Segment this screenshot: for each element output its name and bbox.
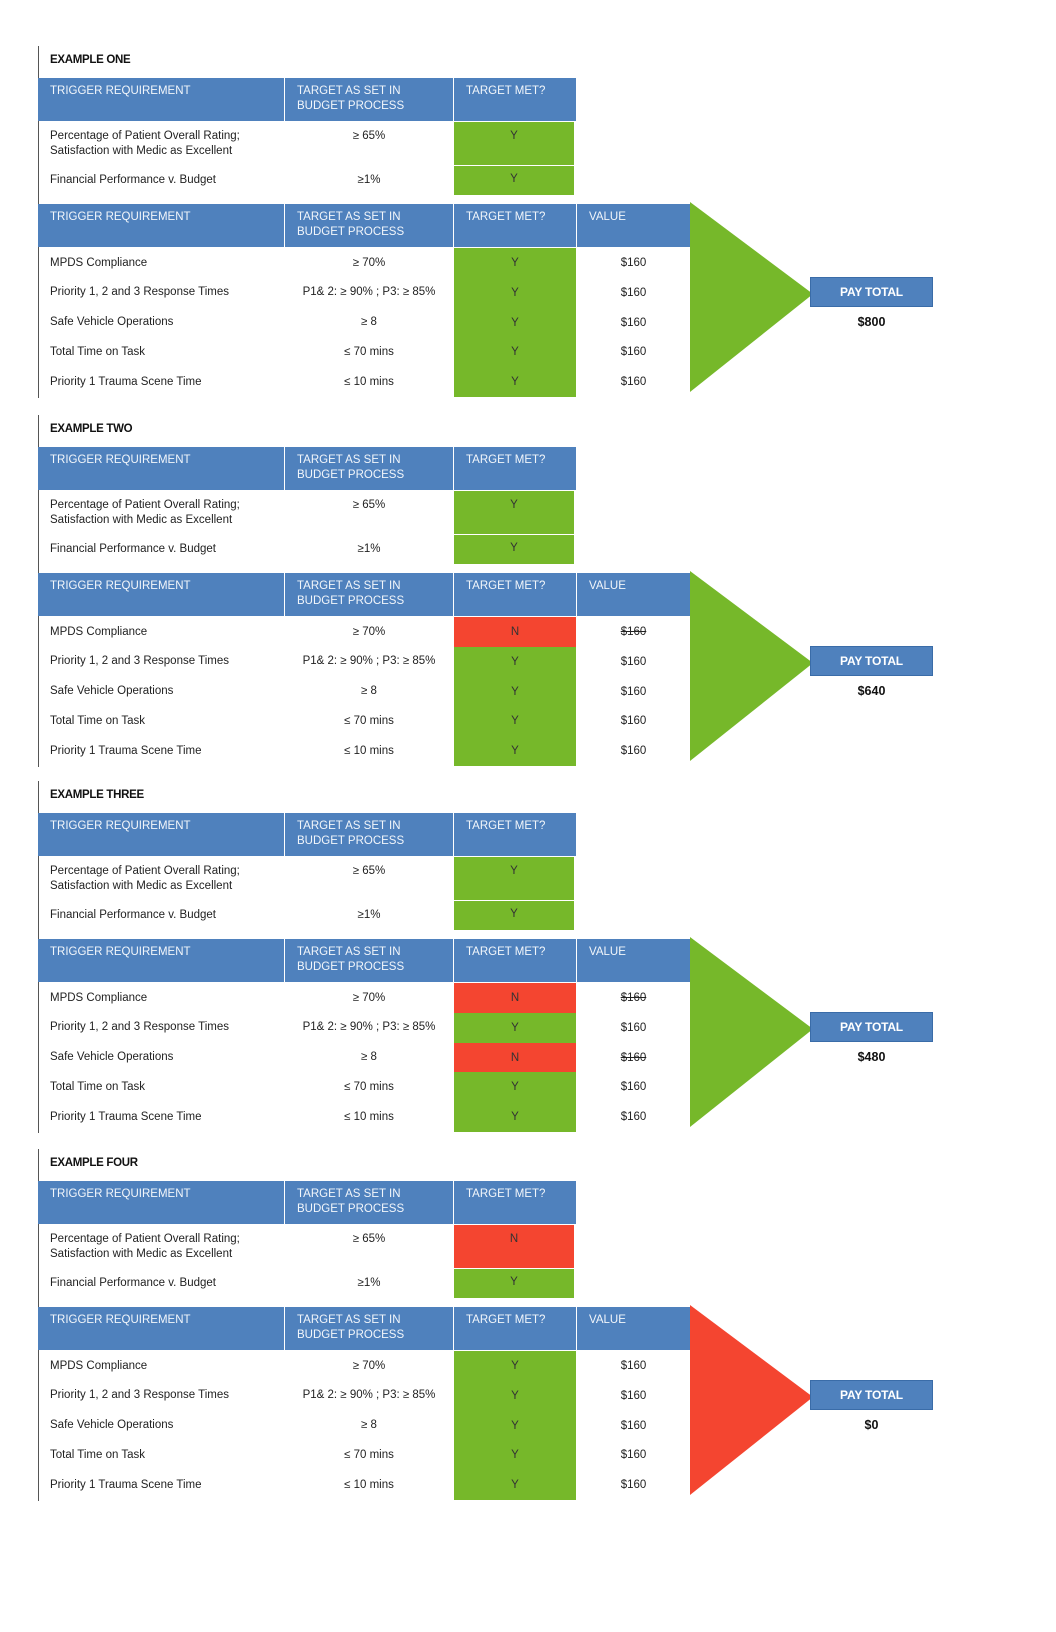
bottom-header-cell: VALUE bbox=[577, 204, 690, 247]
target-met-yes: Y bbox=[454, 166, 574, 195]
payout-value: $160 bbox=[620, 257, 647, 269]
pay-total-amount: $640 bbox=[857, 684, 886, 698]
example-title: EXAMPLE ONE bbox=[50, 54, 131, 66]
target-value: ≥ 65% bbox=[352, 130, 386, 142]
payout-value: $160 bbox=[620, 346, 647, 359]
arrow-shape bbox=[690, 571, 813, 761]
target-value: ≥ 65% bbox=[352, 865, 386, 877]
top-header-cell: TRIGGER REQUIREMENT bbox=[38, 447, 284, 490]
target-value: ≥ 70% bbox=[352, 991, 386, 1004]
target-met-yes: Y bbox=[454, 1269, 574, 1298]
target-value: ≥ 70% bbox=[352, 625, 386, 638]
payout-value: $160 bbox=[620, 1419, 647, 1432]
payout-value: $160 bbox=[620, 1021, 647, 1034]
target-value: ≤ 10 mins bbox=[344, 1478, 394, 1491]
top-header-cell: TRIGGER REQUIREMENT bbox=[38, 78, 284, 121]
payout-value: $160 bbox=[620, 992, 647, 1004]
payout-value: $160 bbox=[620, 626, 647, 638]
target-value: ≥ 8 bbox=[361, 1419, 377, 1432]
target-met-yes: Y bbox=[454, 1351, 576, 1381]
target-value: P1& 2: ≥ 90% ; P3: ≥ 85% bbox=[302, 286, 436, 299]
example-title: EXAMPLE FOUR bbox=[50, 1157, 138, 1169]
bottom-header-cell: TARGET MET? bbox=[454, 204, 576, 247]
bottom-header-cell: TRIGGER REQUIREMENT bbox=[38, 573, 284, 616]
requirement-label: MPDS Compliance bbox=[50, 991, 148, 1004]
target-met-yes: Y bbox=[454, 1411, 576, 1441]
target-met-yes: Y bbox=[454, 677, 576, 707]
requirement-label: Priority 1 Trauma Scene Time bbox=[50, 744, 202, 757]
top-header-cell: TARGET AS SET IN BUDGET PROCESS bbox=[285, 447, 453, 490]
target-met-yes: Y bbox=[454, 1381, 576, 1411]
top-header-cell: TARGET MET? bbox=[454, 1181, 576, 1224]
target-met-no: N bbox=[454, 1043, 576, 1073]
bottom-header-cell: TRIGGER REQUIREMENT bbox=[38, 939, 284, 982]
bottom-header-cell: TARGET AS SET IN BUDGET PROCESS bbox=[285, 1307, 453, 1350]
requirement-label: Safe Vehicle Operations bbox=[50, 1419, 174, 1432]
target-value: ≥1% bbox=[357, 1277, 381, 1289]
target-met-yes: Y bbox=[454, 706, 576, 736]
payout-value: $160 bbox=[620, 1479, 647, 1492]
top-header-cell: TARGET AS SET IN BUDGET PROCESS bbox=[285, 78, 453, 121]
example-section bbox=[38, 415, 1018, 770]
pay-total-label: PAY TOTAL bbox=[810, 646, 933, 676]
payout-value: $160 bbox=[620, 1360, 647, 1372]
target-met-yes: Y bbox=[454, 1470, 576, 1500]
target-met-yes: Y bbox=[454, 736, 576, 766]
target-value: ≤ 70 mins bbox=[344, 714, 394, 727]
target-value: ≥ 65% bbox=[352, 499, 386, 511]
pay-total-amount: $0 bbox=[864, 1418, 879, 1432]
requirement-label: Total Time on Task bbox=[50, 345, 146, 358]
bottom-header-cell: TARGET MET? bbox=[454, 1307, 576, 1350]
pay-total-amount: $800 bbox=[857, 315, 886, 329]
top-header-cell: TARGET AS SET IN BUDGET PROCESS bbox=[285, 1181, 453, 1224]
target-value: ≥ 70% bbox=[352, 256, 386, 269]
requirement-label: Total Time on Task bbox=[50, 1448, 146, 1461]
target-met-yes: Y bbox=[454, 308, 576, 338]
target-value: ≤ 10 mins bbox=[344, 744, 394, 757]
target-met-no: N bbox=[454, 617, 576, 647]
payout-value: $160 bbox=[620, 685, 647, 698]
bottom-header-cell: VALUE bbox=[577, 573, 690, 616]
example-title: EXAMPLE THREE bbox=[50, 789, 144, 801]
target-met-yes: Y bbox=[454, 1102, 576, 1132]
arrow-shape bbox=[690, 202, 813, 392]
requirement-label: Priority 1, 2 and 3 Response Times bbox=[50, 1389, 229, 1402]
arrow-shape bbox=[690, 1305, 813, 1495]
target-met-yes: Y bbox=[454, 535, 574, 564]
target-met-yes: Y bbox=[454, 337, 576, 367]
bottom-header-cell: TRIGGER REQUIREMENT bbox=[38, 204, 284, 247]
arrow-shape bbox=[690, 937, 813, 1127]
requirement-label: Percentage of Patient Overall Rating; Satisfaction with Medic as Excellent bbox=[50, 1232, 240, 1260]
bottom-header-cell: TARGET MET? bbox=[454, 939, 576, 982]
target-met-yes: Y bbox=[454, 901, 574, 930]
target-met-yes: Y bbox=[454, 857, 574, 900]
arrow-triangle bbox=[690, 1305, 815, 1499]
payout-value: $160 bbox=[620, 745, 647, 758]
requirement-label: Financial Performance v. Budget bbox=[50, 1277, 216, 1289]
top-header-cell: TARGET MET? bbox=[454, 447, 576, 490]
requirement-label: Safe Vehicle Operations bbox=[50, 316, 174, 329]
bottom-header-cell: TRIGGER REQUIREMENT bbox=[38, 1307, 284, 1350]
requirement-label: Percentage of Patient Overall Rating; Satisfaction with Medic as Excellent bbox=[50, 864, 240, 892]
requirement-label: Financial Performance v. Budget bbox=[50, 909, 216, 921]
bottom-header-cell: VALUE bbox=[577, 939, 690, 982]
pay-total-label: PAY TOTAL bbox=[810, 1380, 933, 1410]
requirement-label: Safe Vehicle Operations bbox=[50, 685, 174, 698]
requirement-label: Priority 1 Trauma Scene Time bbox=[50, 1478, 202, 1491]
payout-value: $160 bbox=[620, 1051, 647, 1064]
bottom-header-cell: TARGET AS SET IN BUDGET PROCESS bbox=[285, 573, 453, 616]
requirement-label: Priority 1, 2 and 3 Response Times bbox=[50, 286, 229, 299]
example-section bbox=[38, 781, 1018, 1136]
payout-value: $160 bbox=[620, 1081, 647, 1094]
requirement-label: Financial Performance v. Budget bbox=[50, 543, 216, 555]
pay-total-label: PAY TOTAL bbox=[810, 277, 933, 307]
target-met-yes: Y bbox=[454, 647, 576, 677]
target-value: P1& 2: ≥ 90% ; P3: ≥ 85% bbox=[302, 1021, 436, 1034]
target-value: ≥ 8 bbox=[361, 685, 377, 698]
requirement-label: Priority 1 Trauma Scene Time bbox=[50, 375, 202, 388]
target-met-yes: Y bbox=[454, 491, 574, 534]
target-value: P1& 2: ≥ 90% ; P3: ≥ 85% bbox=[302, 1389, 436, 1402]
pay-total-amount: $480 bbox=[857, 1050, 886, 1064]
requirement-label: Total Time on Task bbox=[50, 714, 146, 727]
target-value: ≥1% bbox=[357, 543, 381, 555]
requirement-label: Financial Performance v. Budget bbox=[50, 174, 216, 186]
example-section bbox=[38, 1149, 1018, 1504]
target-value: ≤ 10 mins bbox=[344, 1110, 394, 1123]
top-header-cell: TARGET MET? bbox=[454, 813, 576, 856]
requirement-label: Priority 1 Trauma Scene Time bbox=[50, 1110, 202, 1123]
target-value: ≥ 8 bbox=[361, 316, 377, 329]
target-met-yes: Y bbox=[454, 248, 576, 278]
example-section bbox=[38, 46, 1018, 401]
requirement-label: Total Time on Task bbox=[50, 1080, 146, 1093]
top-header-cell: TRIGGER REQUIREMENT bbox=[38, 1181, 284, 1224]
payout-value: $160 bbox=[620, 1389, 647, 1402]
payout-value: $160 bbox=[620, 655, 647, 668]
requirement-label: Priority 1, 2 and 3 Response Times bbox=[50, 1021, 229, 1034]
requirement-label: Safe Vehicle Operations bbox=[50, 1051, 174, 1064]
target-value: ≤ 70 mins bbox=[344, 1080, 394, 1093]
requirement-label: MPDS Compliance bbox=[50, 625, 148, 638]
target-value: P1& 2: ≥ 90% ; P3: ≥ 85% bbox=[302, 655, 436, 668]
top-header-cell: TRIGGER REQUIREMENT bbox=[38, 813, 284, 856]
arrow-triangle bbox=[690, 571, 815, 765]
target-value: ≥ 70% bbox=[352, 1359, 386, 1372]
top-header-cell: TARGET MET? bbox=[454, 78, 576, 121]
bottom-header-cell: TARGET AS SET IN BUDGET PROCESS bbox=[285, 204, 453, 247]
target-met-yes: Y bbox=[454, 122, 574, 165]
target-value: ≥1% bbox=[357, 909, 381, 921]
requirement-label: MPDS Compliance bbox=[50, 256, 148, 269]
arrow-triangle bbox=[690, 937, 815, 1131]
target-value: ≥1% bbox=[357, 174, 381, 186]
target-value: ≤ 10 mins bbox=[344, 375, 394, 388]
target-value: ≤ 70 mins bbox=[344, 345, 394, 358]
payout-value: $160 bbox=[620, 1111, 647, 1124]
payout-value: $160 bbox=[620, 316, 647, 329]
requirement-label: Percentage of Patient Overall Rating; Satisfaction with Medic as Excellent bbox=[50, 129, 240, 157]
requirement-label: Percentage of Patient Overall Rating; Satisfaction with Medic as Excellent bbox=[50, 498, 240, 526]
top-header-cell: TARGET AS SET IN BUDGET PROCESS bbox=[285, 813, 453, 856]
target-met-yes: Y bbox=[454, 1072, 576, 1102]
arrow-triangle bbox=[690, 202, 815, 396]
target-met-yes: Y bbox=[454, 367, 576, 397]
target-met-yes: Y bbox=[454, 278, 576, 308]
payout-value: $160 bbox=[620, 286, 647, 299]
target-value: ≥ 8 bbox=[361, 1051, 377, 1064]
payout-value: $160 bbox=[620, 715, 647, 728]
target-met-no: N bbox=[454, 1225, 574, 1268]
target-value: ≥ 65% bbox=[352, 1233, 386, 1245]
target-met-yes: Y bbox=[454, 1013, 576, 1043]
bottom-header-cell: TARGET MET? bbox=[454, 573, 576, 616]
requirement-label: MPDS Compliance bbox=[50, 1359, 148, 1372]
example-title: EXAMPLE TWO bbox=[50, 423, 133, 435]
pay-total-label: PAY TOTAL bbox=[810, 1012, 933, 1042]
target-met-yes: Y bbox=[454, 1440, 576, 1470]
payout-value: $160 bbox=[620, 1449, 647, 1462]
bottom-header-cell: VALUE bbox=[577, 1307, 690, 1350]
target-met-no: N bbox=[454, 983, 576, 1013]
target-value: ≤ 70 mins bbox=[344, 1448, 394, 1461]
requirement-label: Priority 1, 2 and 3 Response Times bbox=[50, 655, 229, 668]
payout-value: $160 bbox=[620, 376, 647, 389]
bottom-header-cell: TARGET AS SET IN BUDGET PROCESS bbox=[285, 939, 453, 982]
